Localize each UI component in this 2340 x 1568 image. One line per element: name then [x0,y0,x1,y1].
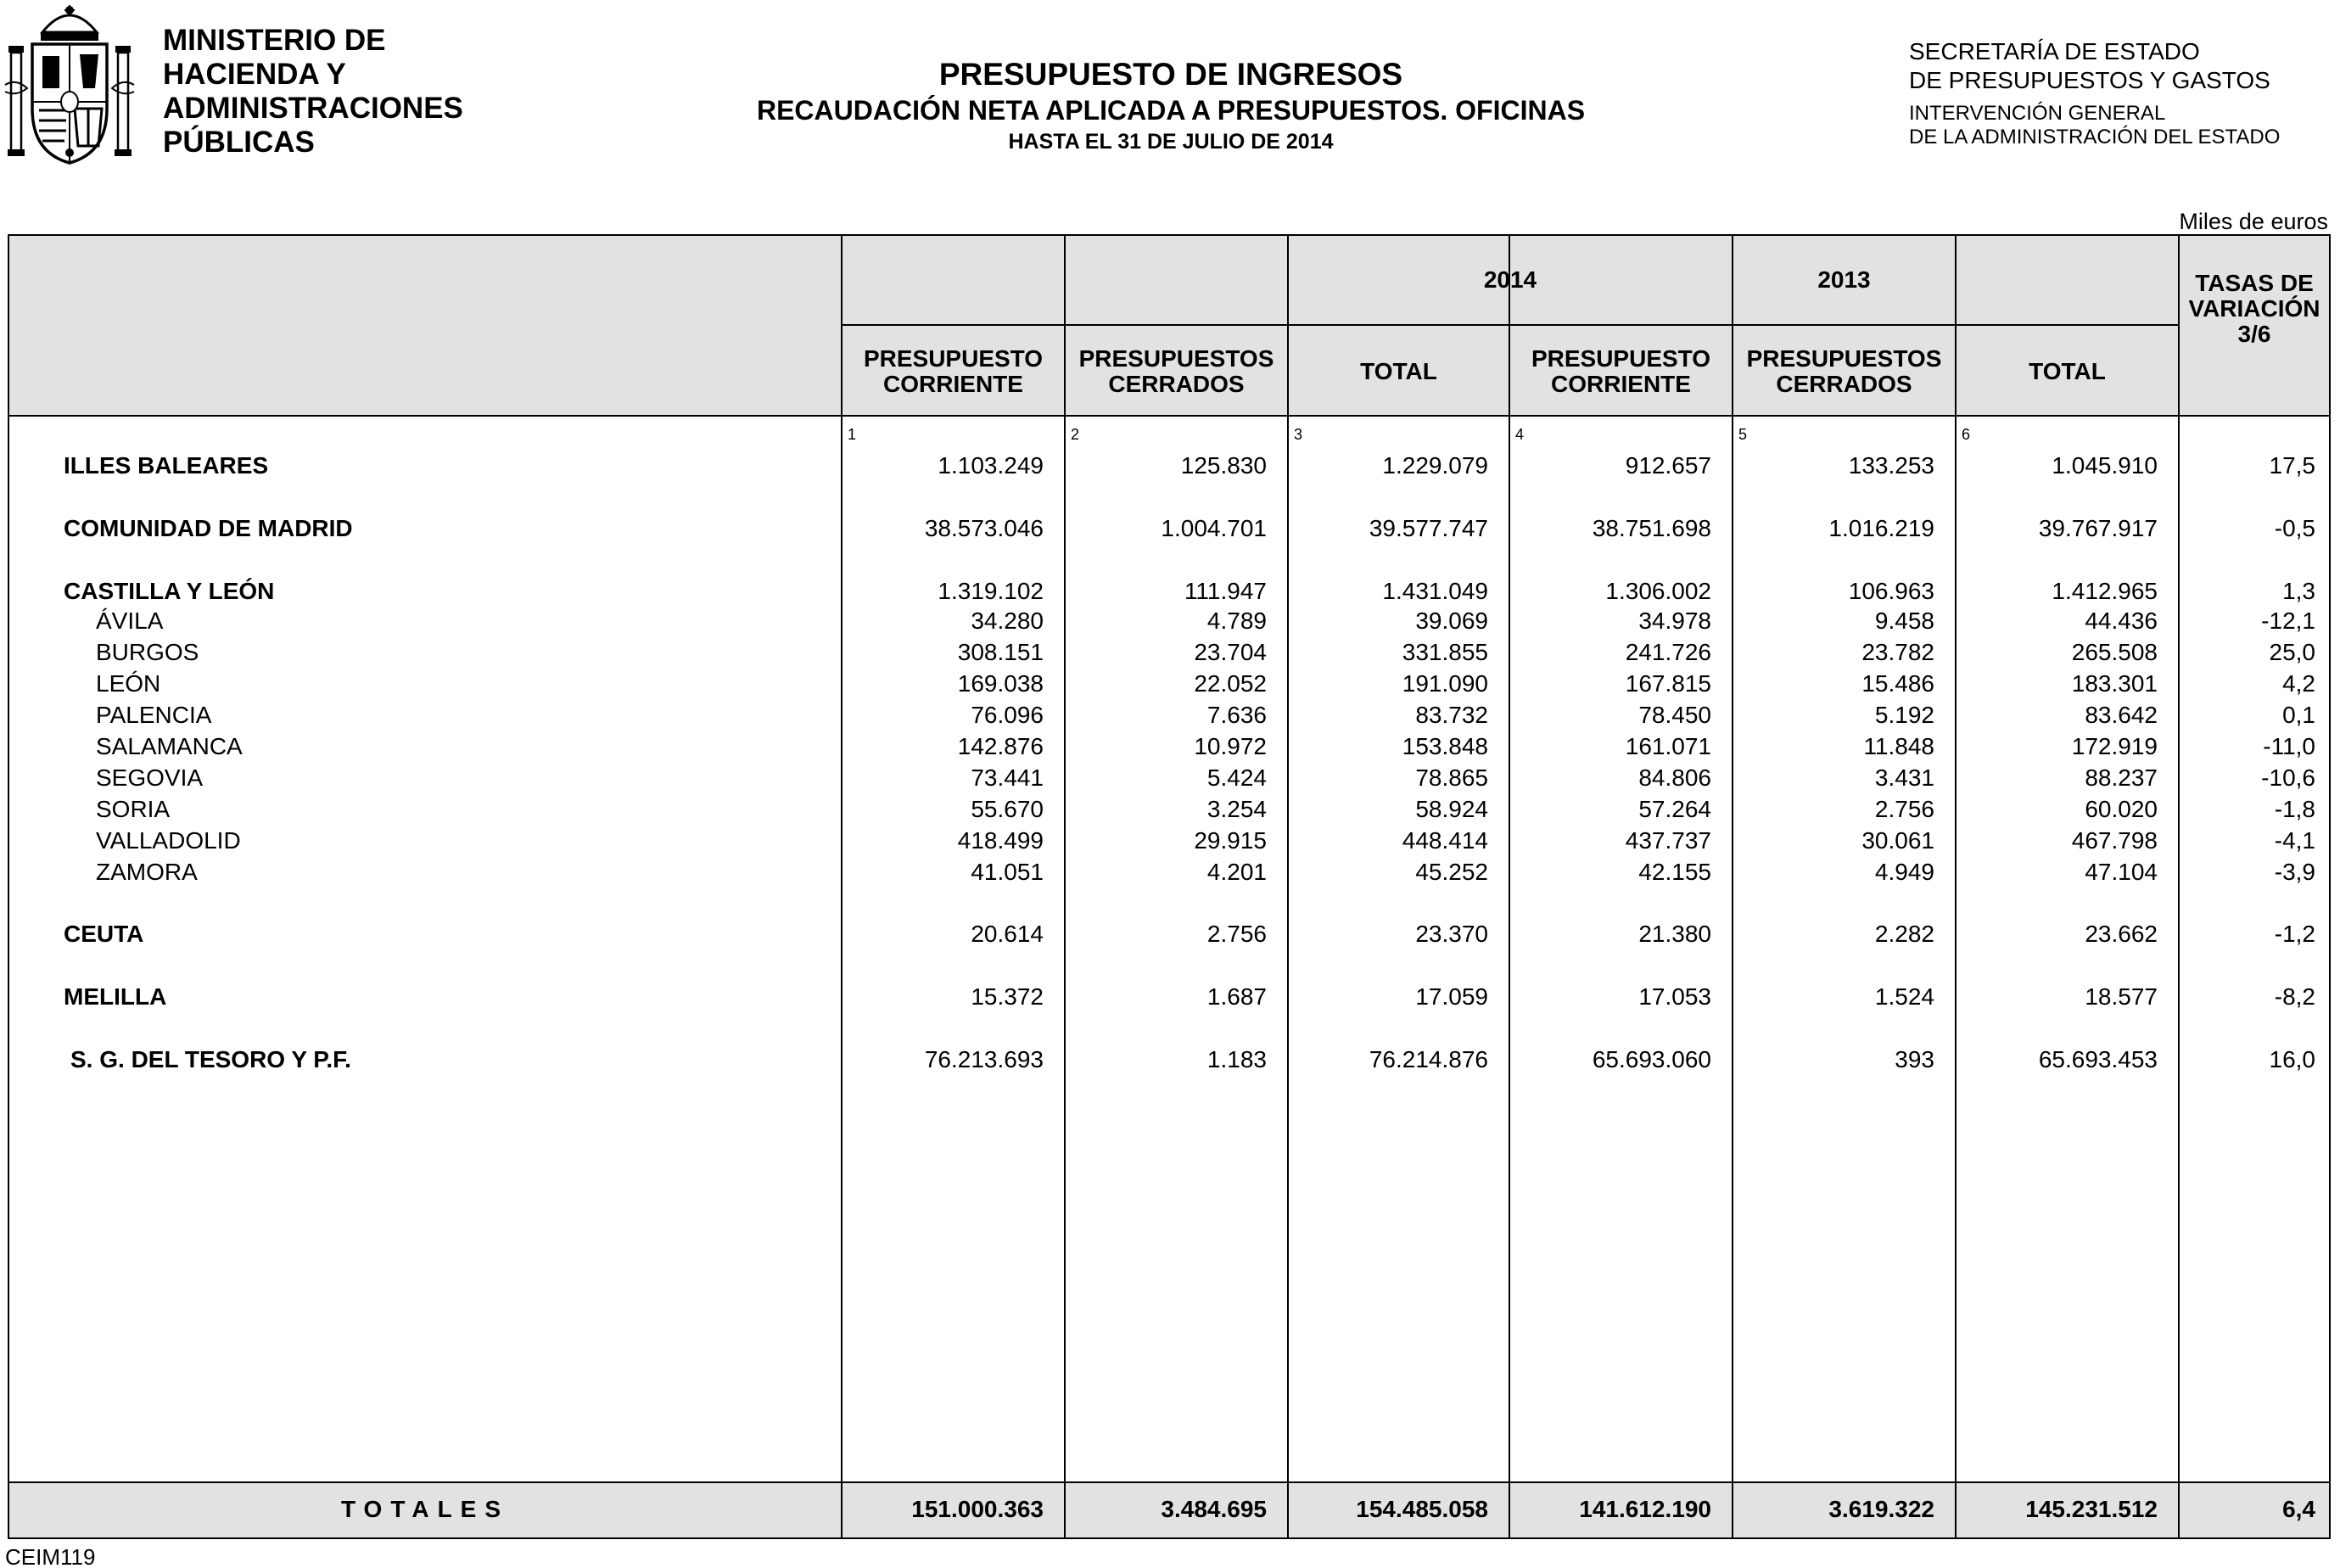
cell-value: 0,1 [2282,702,2315,728]
cell-value: 125.830 [1180,452,1267,479]
table-row [9,607,2329,636]
total-value: 154.485.058 [1356,1496,1488,1522]
cell-value: 16,0 [2269,1046,2315,1072]
row-label: ZAMORA [96,859,198,885]
cell-value: 20.614 [971,921,1044,947]
table-row [9,795,2329,824]
cell-value: -4,1 [2274,827,2315,854]
cell-value: 22.052 [1194,670,1267,697]
row-label: MELILLA [64,983,167,1010]
cell-value: 1.229.079 [1382,452,1488,479]
cell-value: 34.280 [971,608,1044,634]
cell-value: 1.183 [1206,1046,1267,1072]
row-label: SALAMANCA [96,733,243,759]
cell-value: -8,2 [2274,983,2315,1010]
table-row [9,1045,2329,1074]
total-value: 3.484.695 [1161,1496,1267,1522]
cell-value: 167.815 [1625,670,1711,697]
coat-of-arms-icon [3,3,136,166]
cell-value: -11,0 [2263,733,2315,759]
cell-value: 1.045.910 [2052,452,2158,479]
cell-value: 38.573.046 [924,515,1044,541]
cell-value: 4,2 [2282,670,2315,697]
cell-value: 169.038 [957,670,1044,697]
cell-value: 437.737 [1625,827,1711,854]
cell-value: 106.963 [1848,578,1934,604]
row-label: ÁVILA [96,608,164,634]
cell-value: 9.458 [1874,608,1934,634]
cell-value: 142.876 [957,733,1044,759]
cell-value: 47.104 [2085,859,2158,885]
cell-value: 76.096 [971,702,1044,728]
table-row [9,514,2329,543]
cell-value: 57.264 [1638,796,1711,822]
units-label: Miles de euros [2179,209,2328,234]
report-titles [645,56,1697,156]
cell-value: 308.151 [957,639,1044,665]
cell-value: 1.306.002 [1605,578,1711,604]
cell-value: 17,5 [2269,452,2315,479]
cell-value: -3,9 [2274,859,2315,885]
cell-value: 29.915 [1194,827,1267,854]
cell-value: 3.254 [1206,796,1267,822]
row-label: PALENCIA [96,702,212,728]
cell-value: 153.848 [1402,733,1488,759]
cell-value: 23.782 [1861,639,1934,665]
cell-value: 5.424 [1206,764,1267,791]
cell-value: 161.071 [1625,733,1711,759]
table-row [9,701,2329,730]
col-presupuesto-corriente-2014: PRESUPUESTO CORRIENTE [863,344,1044,397]
report-subtitle: RECAUDACIÓN NETA APLICADA A PRESUPUESTOS. OFICINAS [756,95,1586,126]
cell-value: -10,6 [2261,764,2315,791]
cell-value: 78.865 [1415,764,1488,791]
row-label: VALLADOLID [96,827,241,854]
cell-value: 25,0 [2269,639,2315,665]
cell-value: 83.642 [2085,702,2158,728]
cell-value: 1.004.701 [1161,515,1267,541]
cell-value: 11.848 [1863,733,1934,759]
table-row [9,732,2329,761]
cell-value: 78.450 [1638,702,1711,728]
cell-value: 44.436 [2085,608,2158,634]
cell-value: 7.636 [1206,702,1267,728]
cell-value: 448.414 [1402,827,1488,854]
cell-value: 39.069 [1415,608,1488,634]
col-presupuestos-cerrados-2013: PRESUPUESTOS CERRADOS [1746,344,1942,397]
cell-value: -12,1 [2261,608,2315,634]
issuing-office: SECRETARÍA DE ESTADO DE PRESUPUESTOS Y GASTOS INTERVENCIÓN GENERAL DE LA ADMINISTRACIÓN DEL ESTADO [1909,38,2281,148]
year-2014-header: 2014 [1483,266,1537,293]
row-label: SORIA [96,796,171,822]
cell-value: 4.201 [1206,859,1267,885]
year-2013-header: 2013 [1817,266,1871,293]
column-number: 3 [1294,426,1303,443]
row-label: ILLES BALEARES [64,452,269,479]
cell-value: 467.798 [2071,827,2158,854]
cell-value: 3.431 [1874,764,1934,791]
table-row [9,858,2329,887]
cell-value: 38.751.698 [1592,515,1711,541]
cell-value: 2.282 [1874,921,1934,947]
revenue-table [8,234,2331,1539]
col-presupuestos-cerrados-2014: PRESUPUESTOS CERRADOS [1078,344,1274,397]
table-row [9,577,2329,606]
cell-value: 18.577 [2085,983,2158,1010]
row-label: CASTILLA Y LEÓN [64,578,275,604]
cell-value: 39.577.747 [1369,515,1488,541]
col-tasas-variacion: TASAS DE VARIACIÓN 3/6 [2188,270,2320,347]
cell-value: 1,3 [2282,578,2315,604]
cell-value: 1.103.249 [938,452,1044,479]
cell-value: 76.213.693 [924,1046,1044,1072]
col-presupuesto-corriente-2013: PRESUPUESTO CORRIENTE [1531,344,1711,397]
total-value: 145.231.512 [2025,1496,2158,1522]
cell-value: 183.301 [2071,670,2158,697]
row-label: SEGOVIA [96,764,204,791]
row-label: S. G. DEL TESORO Y P.F. [70,1046,351,1072]
cell-value: 41.051 [971,859,1044,885]
cell-value: 60.020 [2085,796,2158,822]
col-total-2014: TOTAL [1360,357,1437,384]
cell-value: 45.252 [1415,859,1488,885]
column-number: 2 [1071,426,1080,443]
report-code: CEIM119 [5,1544,96,1568]
table-row [9,920,2329,949]
ministry-name: MINISTERIO DE HACIENDA Y ADMINISTRACIONES PÚBLICAS [163,24,463,159]
cell-value: 42.155 [1638,859,1711,885]
cell-value: 4.789 [1206,608,1267,634]
cell-value: 912.657 [1625,452,1711,479]
cell-value: -1,8 [2274,796,2315,822]
cell-value: 393 [1895,1046,1934,1072]
cell-value: -0,5 [2274,515,2315,541]
cell-value: 88.237 [2085,764,2158,791]
table-row [9,451,2329,480]
cell-value: 10.972 [1194,733,1267,759]
total-value: 3.619.322 [1828,1496,1934,1522]
column-number: 6 [1962,426,1971,443]
col-total-2013: TOTAL [2029,357,2106,384]
cell-value: 1.319.102 [938,578,1044,604]
cell-value: 23.704 [1194,639,1267,665]
cell-value: 15.486 [1861,670,1934,697]
cell-value: 23.370 [1415,921,1488,947]
cell-value: 172.919 [2071,733,2158,759]
cell-value: 1.016.219 [1828,515,1934,541]
total-value: 6,4 [2282,1496,2315,1522]
cell-value: 4.949 [1874,859,1934,885]
report-title: PRESUPUESTO DE INGRESOS [938,57,1403,92]
row-label: CEUTA [64,921,144,947]
cell-value: 5.192 [1874,702,1934,728]
table-row [9,826,2329,855]
cell-value: 241.726 [1625,639,1711,665]
total-value: 141.612.190 [1579,1496,1711,1522]
cell-value: 58.924 [1415,796,1488,822]
row-label: LEÓN [96,670,161,697]
column-number: 4 [1515,426,1525,443]
report-date: HASTA EL 31 DE JULIO DE 2014 [1008,130,1334,154]
cell-value: 39.767.917 [2038,515,2158,541]
cell-value: 83.732 [1415,702,1488,728]
row-label: COMUNIDAD DE MADRID [64,515,353,541]
table-row [9,983,2329,1011]
cell-value: 21.380 [1638,921,1711,947]
cell-value: 65.693.060 [1592,1046,1711,1072]
cell-value: 2.756 [1874,796,1934,822]
cell-value: 331.855 [1402,639,1488,665]
totals-row [9,1481,2329,1537]
cell-value: 1.687 [1206,983,1267,1010]
cell-value: 76.214.876 [1369,1046,1488,1072]
cell-value: 55.670 [971,796,1044,822]
table-row [9,638,2329,667]
totals-label: TOTALES [340,1496,510,1522]
cell-value: 1.412.965 [2052,578,2158,604]
cell-value: 265.508 [2071,639,2158,665]
cell-value: 34.978 [1638,608,1711,634]
cell-value: 2.756 [1206,921,1267,947]
cell-value: 1.431.049 [1382,578,1488,604]
table-row [9,669,2329,698]
cell-value: -1,2 [2274,921,2315,947]
table-row [9,764,2329,792]
cell-value: 191.090 [1402,670,1488,697]
cell-value: 133.253 [1848,452,1934,479]
cell-value: 65.693.453 [2038,1046,2158,1072]
cell-value: 30.061 [1861,827,1934,854]
cell-value: 84.806 [1638,764,1711,791]
cell-value: 15.372 [971,983,1044,1010]
cell-value: 1.524 [1874,983,1934,1010]
cell-value: 73.441 [971,764,1044,791]
column-number: 1 [848,426,857,443]
cell-value: 17.053 [1638,983,1711,1010]
column-number: 5 [1738,426,1748,443]
cell-value: 23.662 [2085,921,2158,947]
row-label: BURGOS [96,639,199,665]
cell-value: 111.947 [1184,578,1267,604]
cell-value: 17.059 [1415,983,1488,1010]
cell-value: 418.499 [957,827,1044,854]
total-value: 151.000.363 [911,1496,1044,1522]
